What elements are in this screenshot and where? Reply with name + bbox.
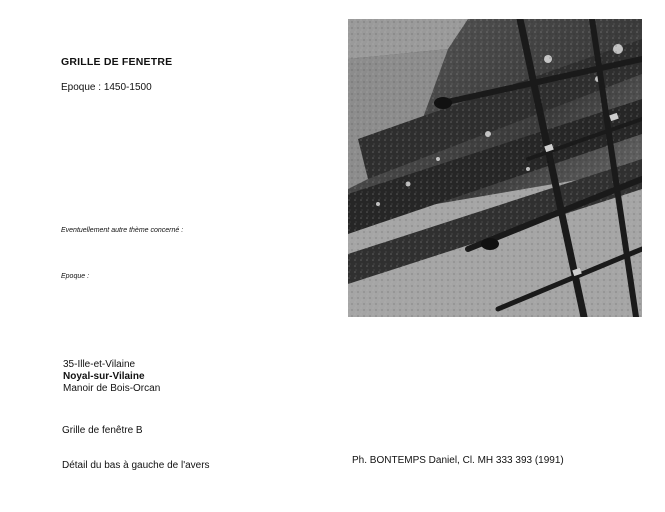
photo-credit: Ph. BONTEMPS Daniel, Cl. MH 333 393 (1991) — [352, 455, 564, 466]
object-label: Grille de fenêtre B — [62, 425, 143, 436]
other-theme-label: Eventuellement autre thème concerné : — [61, 227, 184, 234]
commune-label: Noyal-sur-Vilaine — [63, 371, 145, 382]
iron-window-grille-photo — [348, 19, 642, 317]
epoque-line: Epoque : 1450-1500 — [61, 82, 152, 93]
record-title: GRILLE DE FENETRE — [61, 56, 173, 68]
site-label: Manoir de Bois-Orcan — [63, 383, 161, 394]
departement-label: 35-Ille-et-Vilaine — [63, 359, 136, 370]
photo-illustration — [348, 19, 642, 317]
secondary-epoque-label: Epoque : — [61, 273, 90, 280]
detail-caption: Détail du bas à gauche de l'avers — [62, 460, 210, 471]
